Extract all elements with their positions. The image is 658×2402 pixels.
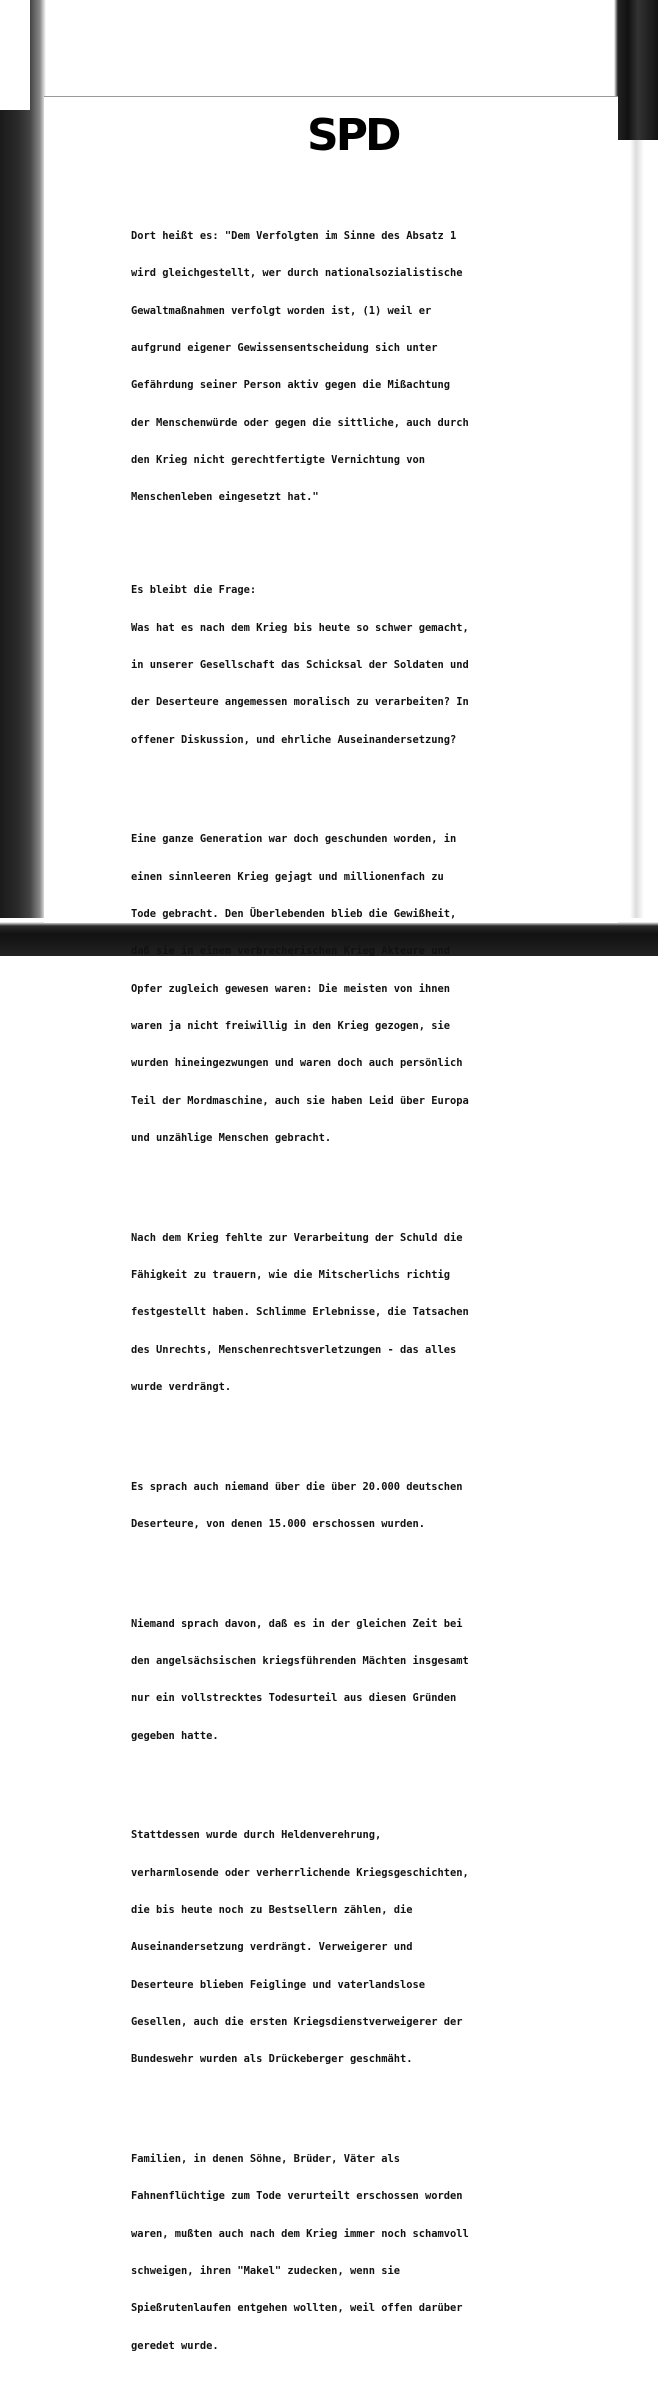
text-line: aufgrund eigener Gewissensentscheidung sich unter [131, 341, 438, 354]
paragraph-deserters [131, 1456, 531, 1556]
text-line: Was hat es nach dem Krieg bis heute so schwer gemacht, [131, 621, 469, 634]
text-line: den Krieg nicht gerechtfertigte Vernichtung von [131, 453, 426, 466]
text-line: verharmlosende oder verherrlichende Kriegsgeschichten, [131, 1866, 469, 1879]
text-line: Familien, in denen Söhne, Brüder, Väter als [131, 2152, 400, 2165]
text-line: waren ja nicht freiwillig in den Krieg gezogen, sie [131, 1020, 451, 1033]
text-line: geredet wurde. [131, 2339, 219, 2352]
text-line: Deserteure, von denen 15.000 erschossen wurden. [131, 1518, 426, 1530]
text-line: Niemand sprach davon, daß es in der gleichen Zeit bei [131, 1617, 463, 1630]
scan-margin-top-left [0, 0, 30, 110]
paragraph-families [131, 2128, 531, 2377]
text-line: den angelsächsischen kriegsführenden Mächten insgesamt [131, 1654, 469, 1667]
text-line: Bundeswehr wurden als Drückeberger geschmäht. [131, 2053, 413, 2066]
paragraph-quote [131, 205, 531, 529]
scan-border-right [614, 140, 658, 956]
text-line: Gesellen, auch die ersten Kriegsdienstverweigerer der [131, 2015, 463, 2028]
text-line: die bis heute noch zu Bestsellern zählen, die [131, 1903, 413, 1916]
text-line: Gewaltmaßnahmen verfolgt worden ist, (1) weil er [131, 304, 432, 317]
text-line: Menschenleben eingesetzt hat." [131, 491, 319, 504]
text-line: des Unrechts, Menschenrechtsverletzungen - das alles [131, 1343, 457, 1356]
text-line: Es sprach auch niemand über die über 20.000 deutschen [131, 1480, 463, 1493]
text-line: Dort heißt es: "Dem Verfolgten im Sinne des Absatz 1 [131, 229, 457, 242]
paragraph-generation [131, 808, 531, 1169]
text-line: daß sie in einem verbrecherischen Krieg Akteure und [131, 945, 451, 958]
text-line: Deserteure blieben Feiglinge und vaterlandslose [131, 1978, 426, 1991]
scan-border-right-top [614, 0, 658, 140]
text-line: waren, mußten auch nach dem Krieg immer noch schamvoll [131, 2227, 469, 2240]
text-line: Stattdessen wurde durch Heldenverehrung, [131, 1829, 382, 1842]
text-line: Es bleibt die Frage: [131, 584, 257, 597]
text-line: festgestellt haben. Schlimme Erlebnisse, die Tatsachen [131, 1306, 469, 1319]
paragraph-hero-worship [131, 1804, 531, 2090]
text-line: der Deserteure angemessen moralisch zu verarbeiten? In [131, 696, 469, 709]
spd-logo: SPD [307, 110, 399, 161]
text-line: Opfer zugleich gewesen waren: Die meisten von ihnen [131, 982, 451, 995]
text-line: wird gleichgestellt, wer durch nationalsozialistische [131, 267, 463, 280]
text-line: Gefährdung seiner Person aktiv gegen die Mißachtung [131, 379, 451, 392]
text-line: gegeben hatte. [131, 1729, 219, 1742]
text-line: Nach dem Krieg fehlte zur Verarbeitung der Schuld die [131, 1231, 463, 1244]
text-line: Fähigkeit zu trauern, wie die Mitscherlichs richtig [131, 1269, 451, 1282]
paragraph-anglo-saxon [131, 1593, 531, 1767]
text-line: Auseinandersetzung verdrängt. Verweigerer und [131, 1941, 413, 1954]
text-line: Spießrutenlaufen entgehen wollten, weil offen darüber [131, 2302, 463, 2315]
paragraph-question [131, 559, 531, 771]
text-line: und unzählige Menschen gebracht. [131, 1132, 332, 1145]
text-line: Eine ganze Generation war doch geschunden worden, in [131, 833, 457, 846]
text-line: Tode gebracht. Den Überlebenden blieb die Gewißheit, [131, 908, 457, 921]
text-line: Fahnenflüchtige zum Tode verurteilt erschossen worden [131, 2190, 463, 2203]
text-line: schweigen, ihren "Makel" zudecken, wenn sie [131, 2264, 400, 2277]
text-line: wurde verdrängt. [131, 1381, 232, 1394]
scan-border-left [0, 0, 46, 956]
text-line: wurden hineingezwungen und waren doch auch persönlich [131, 1057, 463, 1070]
text-line: Teil der Mordmaschine, auch sie haben Leid über Europa [131, 1094, 469, 1107]
text-line: der Menschenwürde oder gegen die sittliche, auch durch [131, 416, 469, 429]
text-line: einen sinnleeren Krieg gejagt und millionenfach zu [131, 870, 444, 883]
paragraph-after-war [131, 1207, 531, 1419]
letter-body [131, 180, 531, 2402]
text-line: nur ein vollstrecktes Todesurteil aus diesen Gründen [131, 1692, 457, 1705]
text-line: in unserer Gesellschaft das Schicksal der Soldaten und [131, 659, 469, 672]
text-line: offener Diskussion, und ehrliche Auseinandersetzung? [131, 733, 457, 746]
